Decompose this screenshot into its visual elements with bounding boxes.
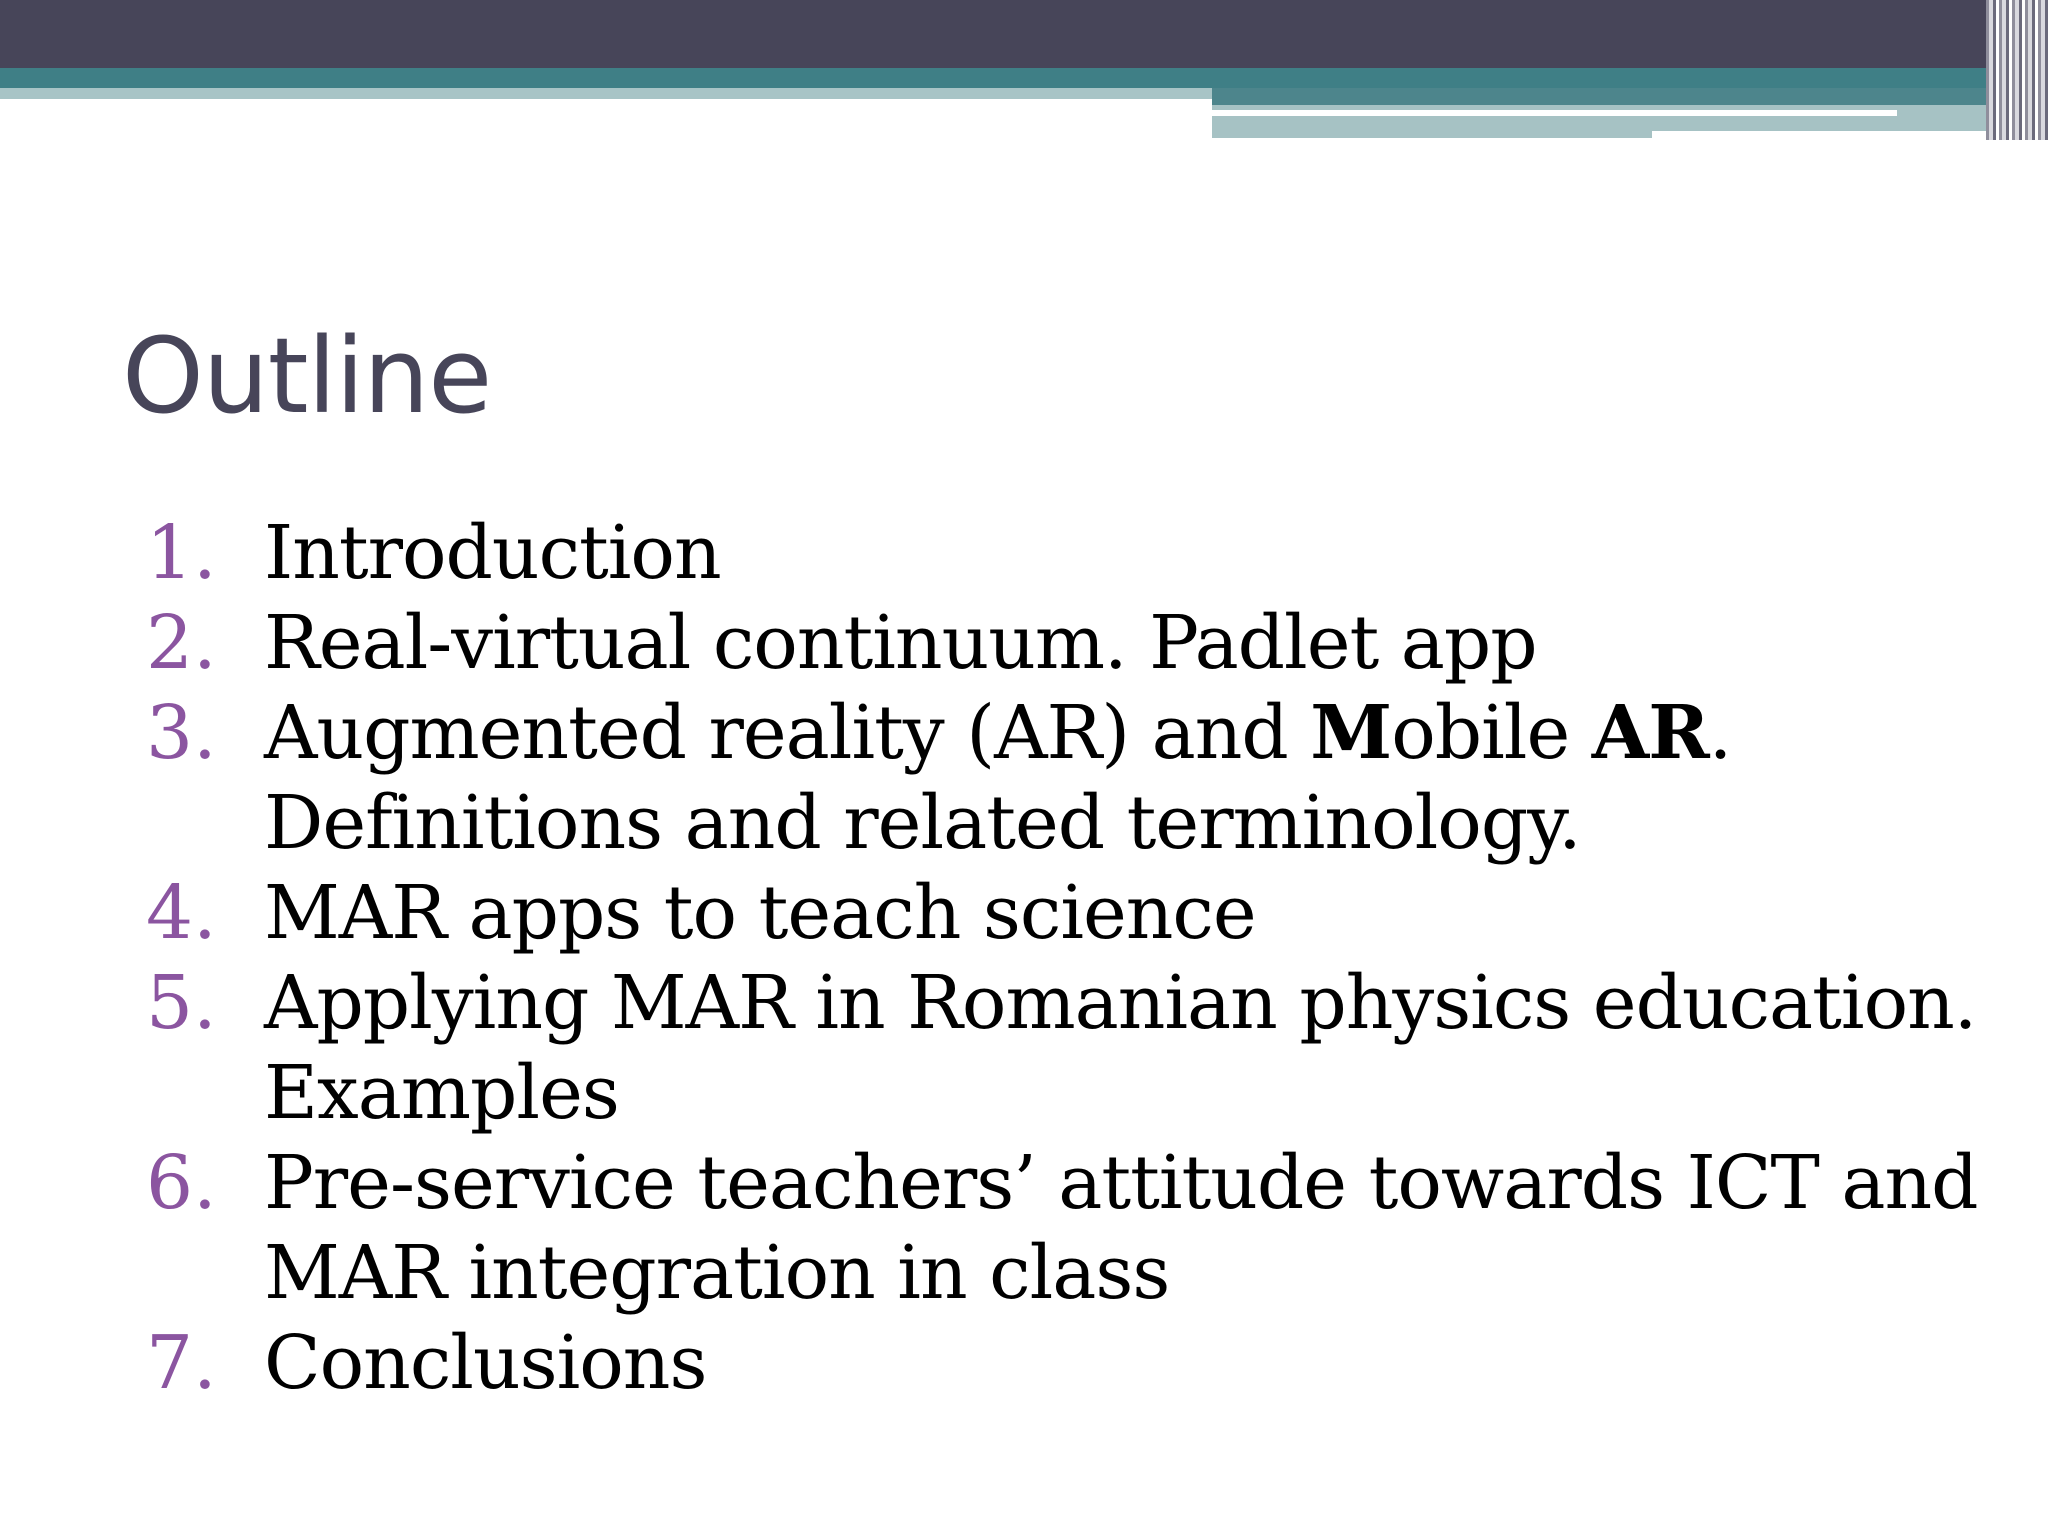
header-white-line <box>1212 110 1897 116</box>
header-teal-band-right <box>1212 88 2048 105</box>
item-line: Pre-service teachers’ attitude towards ICT and <box>264 1140 1978 1226</box>
outline-item-6 <box>0 1138 2000 1318</box>
outline-item-7 <box>0 1318 2000 1408</box>
item-text <box>264 958 1977 1138</box>
item-line: Definitions and related terminology. <box>264 780 1581 866</box>
item-number: 3. <box>146 690 217 776</box>
item-number: 4. <box>146 870 217 956</box>
header-corner-stripes <box>1986 0 2048 140</box>
item-line: Conclusions <box>264 1320 707 1406</box>
item-line-part: obile <box>1391 690 1592 776</box>
item-number: 5. <box>146 960 217 1046</box>
item-line-bold-part: AR <box>1591 690 1709 776</box>
item-line-part: Augmented reality (AR) and <box>264 690 1311 776</box>
item-line: MAR apps to teach science <box>264 870 1256 956</box>
item-number: 7. <box>146 1320 217 1406</box>
item-line <box>264 688 1964 778</box>
outline-item-2 <box>0 598 2000 688</box>
header-dark-band <box>0 0 2048 68</box>
item-line-bold-part: M <box>1310 690 1392 776</box>
item-line-part: . <box>1708 690 1732 776</box>
item-line: Applying MAR in Romanian physics education. <box>264 960 1977 1046</box>
item-line: MAR integration in class <box>264 1230 1170 1316</box>
item-line: Real-virtual continuum. Padlet app <box>264 600 1537 686</box>
item-number: 1. <box>146 510 217 596</box>
outline-item-5 <box>0 958 2000 1138</box>
header-light-band-left <box>0 88 1212 99</box>
item-text <box>264 1138 1978 1318</box>
outline-item-4 <box>0 868 2000 958</box>
item-text <box>264 598 1964 688</box>
item-line: Introduction <box>264 510 721 596</box>
header-teal-band <box>0 68 2048 88</box>
item-text <box>264 688 1964 868</box>
outline-item-3 <box>0 688 2000 868</box>
slide-title: Outline <box>122 315 492 437</box>
item-line: Examples <box>264 1050 619 1136</box>
item-text <box>264 868 1964 958</box>
item-text <box>264 508 1964 598</box>
item-number: 2. <box>146 600 217 686</box>
item-number: 6. <box>146 1140 217 1226</box>
outline-list <box>0 508 2000 1408</box>
outline-item-1 <box>0 508 2000 598</box>
item-text <box>264 1318 1964 1408</box>
